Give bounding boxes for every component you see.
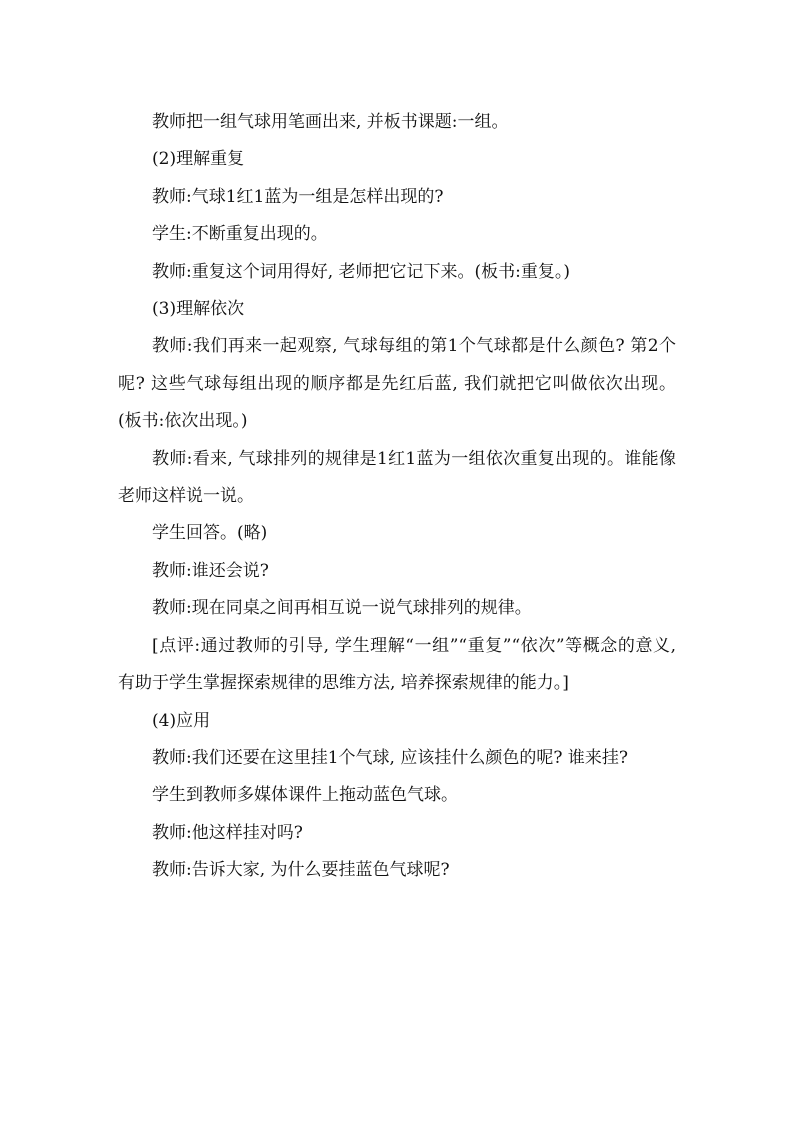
paragraph-student-answer: 学生:不断重复出现的。: [152, 224, 328, 245]
paragraph-teacher-pairs: 教师:现在同桌之间再相互说一说气球排列的规律。: [152, 598, 532, 619]
paragraph-teacher-why: 教师:告诉大家, 为什么要挂蓝色气球呢?: [152, 860, 450, 881]
paragraph-teacher-question: 教师:气球1红1蓝为一组是怎样出现的?: [152, 186, 444, 207]
paragraph-teacher-rule: 教师:看来, 气球排列的规律是1红1蓝为一组依次重复出现的。谁能像老师这样说一说。: [118, 448, 676, 507]
paragraph-teacher-repeat: 教师:重复这个词用得好, 老师把它记下来。(板书:重复。): [152, 261, 571, 282]
paragraph-teacher-hang: 教师:我们还要在这里挂1个气球, 应该挂什么颜色的呢? 谁来挂?: [152, 747, 628, 768]
paragraph-teacher-observe: 教师:我们再来一起观察, 气球每组的第1个气球都是什么颜色? 第2个呢? 这些气球每组出现的顺序都是先红后蓝, 我们就把它叫做依次出现。(板书:依次出现。): [118, 336, 676, 432]
paragraph-student-reply: 学生回答。(略): [152, 523, 268, 544]
paragraph-teacher-who: 教师:谁还会说?: [152, 560, 269, 581]
paragraph-teacher-correct: 教师:他这样挂对吗?: [152, 822, 303, 843]
section-heading-repeat: (2)理解重复: [152, 149, 245, 170]
paragraph-board-title: 教师把一组气球用笔画出来, 并板书课题:一组。: [152, 112, 509, 132]
section-heading-apply: (4)应用: [152, 710, 211, 731]
paragraph-student-drag: 学生到教师多媒体课件上拖动蓝色气球。: [152, 785, 458, 806]
paragraph-comment: [点评:通过教师的引导, 学生理解“一组”“重复”“依次”等概念的意义, 有助于学生掌握探索规律的思维方法, 培养探索规律的能力。]: [118, 635, 676, 694]
section-heading-order: (3)理解依次: [152, 299, 245, 320]
